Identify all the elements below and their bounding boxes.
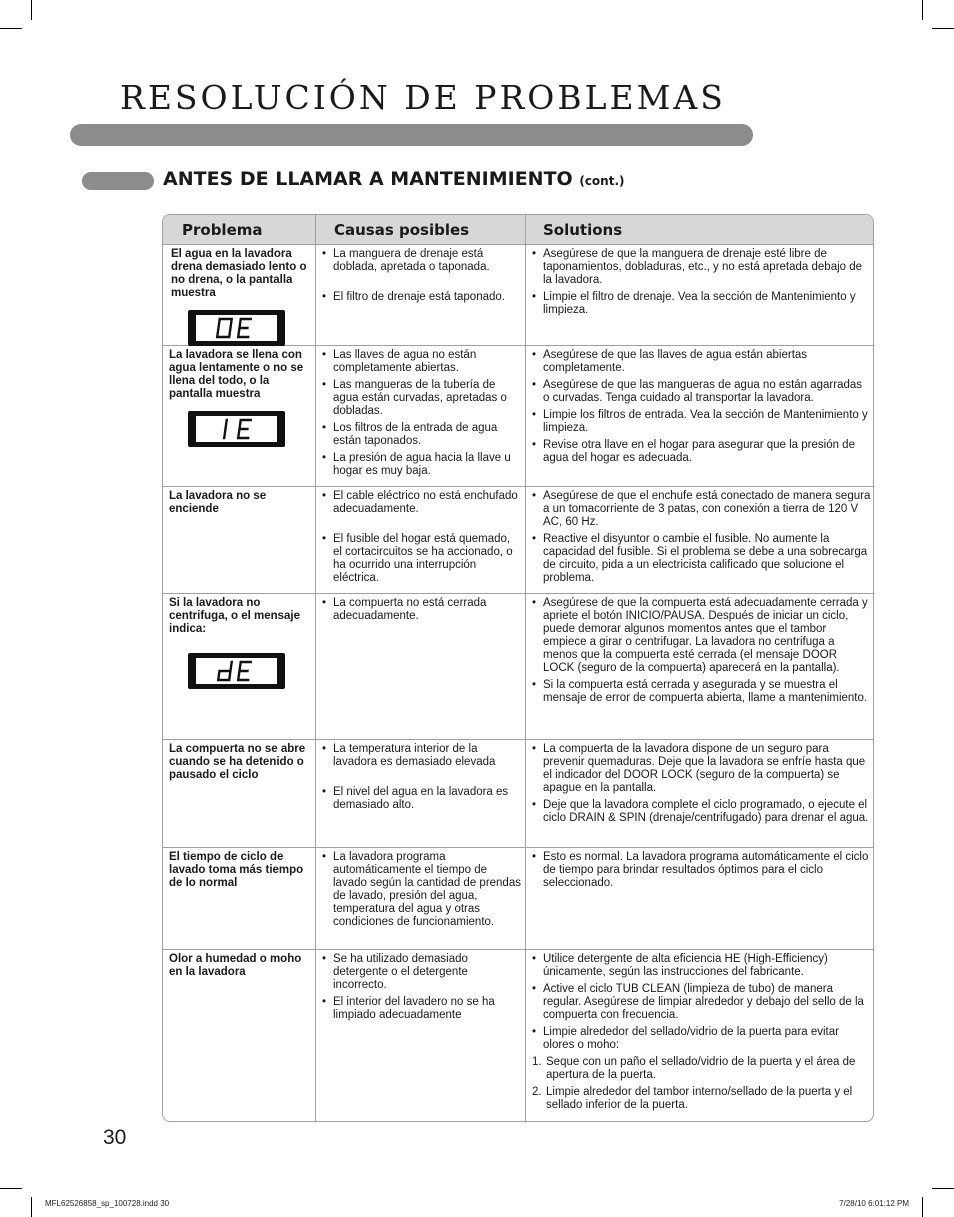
header-causas: Causas posibles (316, 215, 526, 244)
solution-text: Asegúrese de que la compuerta está adecuadamente cerrada y apriete el botón INICIO/PAUSA. Después de iniciar un ciclo, puede demorar algunos momentos antes que el tambor empiece a girar o centrifugar. La lavadora no centrifuga a menos que la compuerta esté cerrada (el mensaje DOOR LOCK (seguro de la compuerta) aparecerá en la pantalla). (543, 597, 868, 674)
display-code-ie-icon (215, 418, 259, 440)
table-row (163, 346, 873, 487)
problem-cell (163, 950, 316, 1121)
problem-text: La lavadora se llena con agua lentamente o no se llena del todo, o la pantalla muestra (169, 349, 304, 400)
problem-text: Olor a humedad o moho en la lavadora (169, 953, 302, 978)
table-header (163, 215, 873, 245)
causes-cell: • Las llaves de agua no están completamente abiertas. • Las mangueras de la tubería de agua están curvadas, apretadas o dobladas. • Los filtros de la entrada de agua están taponados. • La presión de agua hacia la llave u hogar es muy baja. (316, 346, 526, 486)
solution-text: Limpie los filtros de entrada. Vea la sección de Mantenimiento y limpieza. (543, 409, 868, 434)
problem-cell (163, 740, 316, 847)
footer-timestamp: 7/28/10 6:01:12 PM (839, 1199, 909, 1208)
page-number: 30 (103, 1126, 127, 1149)
cause-text: Los filtros de la entrada de agua están taponados. (333, 422, 498, 447)
table-row (163, 848, 873, 950)
table-row (163, 594, 873, 740)
solutions-cell: • La compuerta de la lavadora dispone de un seguro para prevenir quemaduras. Deje que la lavadora se enfríe hasta que el indicador del DOOR LOCK (seguro de la compuerta) se apague en la pantalla. • Deje que la lavadora complete el ciclo programado, o ejecute el ciclo DRAIN & SPIN (drenaje/centrifugado) para drenar el agua. (526, 740, 873, 847)
solution-text: La compuerta de la lavadora dispone de un seguro para prevenir quemaduras. Deje que la lavadora se enfríe hasta que el indicador del DOOR LOCK (seguro de la compuerta) se apague en la pantalla. (543, 743, 866, 794)
solutions-cell: • Asegúrese de que la manguera de drenaje esté libre de taponamientos, dobladuras, etc., y no está apretada debajo de la lavadora. • Limpie el filtro de drenaje. Vea la sección de Mantenimiento y limpieza. (526, 245, 873, 345)
cause-text: La presión de agua hacia la llave u hogar es muy baja. (333, 452, 511, 477)
solution-text: Asegúrese de que la manguera de drenaje esté libre de taponamientos, dobladuras, etc., y no está apretada debajo de la lavadora. (543, 248, 863, 286)
solution-text: Reactive el disyuntor o cambie el fusible. No aumente la capacidad del fusible. Si el problema se debe a una sobrecarga de circuito, pida a un electricista calificado que solucione el problema. (543, 533, 868, 584)
problem-text: La lavadora no se enciende (169, 490, 267, 515)
troubleshooting-table (162, 214, 874, 1122)
error-display-oe (188, 310, 285, 346)
title-divider-bar (70, 124, 753, 146)
crop-mark (922, 1197, 923, 1217)
cause-text: La temperatura interior de la lavadora es demasiado elevada (333, 743, 496, 768)
table-row (163, 245, 873, 346)
causes-cell: • La temperatura interior de la lavadora es demasiado elevada • El nivel del agua en la lavadora es demasiado alto. (316, 740, 526, 847)
solution-text: Asegúrese de que el enchufe está conectado de manera segura a un tomacorriente de 3 patas, con conexión a tierra de 120 V AC, 60 Hz. (543, 490, 871, 528)
problem-cell (163, 346, 316, 486)
table-row (163, 487, 873, 594)
solution-text: Utilice detergente de alta eficiencia HE (High-Efficiency) únicamente, según las instrucciones del fabricante. (543, 953, 828, 978)
solution-text: Revise otra llave en el hogar para asegurar que la presión de agua del hogar es adecuada. (543, 439, 855, 464)
display-screen (196, 416, 277, 442)
cause-text: El fusible del hogar está quemado, el cortacircuitos se ha accionado, o ha ocurrido una interrupción eléctrica. (333, 533, 513, 584)
crop-mark (0, 28, 22, 29)
crop-mark (922, 0, 923, 20)
solution-text: Deje que la lavadora complete el ciclo programado, o ejecute el ciclo DRAIN & SPIN (drenaje/centrifugado) para drenar el agua. (543, 799, 869, 824)
header-problema: Problema (163, 215, 316, 244)
section-marker-pill (82, 172, 154, 190)
solution-text: Asegúrese de que las llaves de agua están abiertas completamente. (543, 349, 808, 374)
section-cont-label: (cont.) (579, 174, 625, 188)
solutions-cell: • Asegúrese de que la compuerta está adecuadamente cerrada y apriete el botón INICIO/PAUSA. Después de iniciar un ciclo, puede demorar algunos momentos antes que el tambor empiece a girar o centrifugar. La lavadora no centrifuga a menos que la compuerta esté cerrada (el mensaje DOOR LOCK (seguro de la compuerta) aparecerá en la pantalla). • Si la compuerta está cerrada y asegurada y se muestra el mensaje de error de compuerta abierta, llame a mantenimiento. (526, 594, 873, 739)
problem-text: El tiempo de ciclo de lavado toma más tiempo de lo normal (169, 851, 304, 889)
causes-cell: • La manguera de drenaje está doblada, apretada o taponada. • El filtro de drenaje está taponado. (316, 245, 526, 345)
cause-text: El interior del lavadero no se ha limpiado adecuadamente (333, 996, 495, 1021)
crop-mark (932, 28, 954, 29)
crop-mark (31, 0, 32, 20)
problem-text: La compuerta no se abre cuando se ha detenido o pausado el ciclo (169, 743, 306, 781)
causes-cell: • El cable eléctrico no está enchufado adecuadamente. • El fusible del hogar está quemado, el cortacircuitos se ha accionado, o ha ocurrido una interrupción eléctrica. (316, 487, 526, 593)
step-number: 2. (532, 1086, 542, 1098)
cause-text: La compuerta no está cerrada adecuadamente. (333, 597, 487, 622)
footer-file-info: MFL62526858_sp_100728.indd 30 (45, 1199, 170, 1208)
cause-text: El nivel del agua en la lavadora es demasiado alto. (333, 786, 509, 811)
solution-text: Limpie alrededor del sellado/vidrio de la puerta para evitar olores o moho: (543, 1026, 839, 1051)
error-display-ie (188, 411, 285, 447)
problem-text: Si la lavadora no centrifuga, o el mensaje indica: (169, 597, 301, 635)
solutions-cell: • Utilice detergente de alta eficiencia HE (High-Efficiency) únicamente, según las instrucciones del fabricante. • Active el ciclo TUB CLEAN (limpieza de tubo) de manera regular. Asegúrese de limpiar alrededor y debajo del sello de la compuerta con frecuencia. • Limpie alrededor del sellado/vidrio de la puerta para evitar olores o moho: 1. Seque con un paño el sellado/vidrio de la puerta y el área de apertura de la puerta. 2. Limpie alrededor del tambor interno/sellado de la puerta y el sellado inferior de la puerta. (526, 950, 873, 1121)
step-number: 1. (532, 1056, 542, 1068)
causes-cell: • La lavadora programa automáticamente el tiempo de lavado según la cantidad de prendas de lavado, presión del agua, temperatura del agua y otras condiciones de funcionamiento. (316, 848, 526, 949)
solutions-cell: • Esto es normal. La lavadora programa automáticamente el ciclo de tiempo para brindar resultados óptimos para el ciclo seleccionado. (526, 848, 873, 949)
cause-text: Se ha utilizado demasiado detergente o el detergente incorrecto. (333, 953, 468, 991)
step-text: Seque con un paño el sellado/vidrio de la puerta y el área de apertura de la puerta. (546, 1056, 856, 1081)
solutions-cell: • Asegúrese de que el enchufe está conectado de manera segura a un tomacorriente de 3 patas, con conexión a tierra de 120 V AC, 60 Hz. • Reactive el disyuntor o cambie el fusible. No aumente la capacidad del fusible. Si el problema se debe a una sobrecarga de circuito, pida a un electricista calificado que solucione el problema. (532, 490, 871, 584)
display-screen (196, 315, 277, 341)
crop-mark (0, 1188, 22, 1189)
page-title: RESOLUCIÓN DE PROBLEMAS (120, 78, 726, 117)
display-code-de-icon (215, 660, 259, 682)
display-code-oe-icon (215, 317, 259, 339)
cause-text: Las llaves de agua no están completamente abiertas. (333, 349, 477, 374)
problem-cell (163, 848, 316, 949)
problem-cell (163, 487, 316, 593)
cause-text: La lavadora programa automáticamente el tiempo de lavado según la cantidad de prendas de lavado, presión del agua, temperatura del agua y otras condiciones de funcionamiento. (333, 851, 521, 928)
cause-text: La manguera de drenaje está doblada, apretada o taponada. (333, 248, 490, 273)
error-display-de (188, 653, 285, 689)
crop-mark (31, 1197, 32, 1217)
crop-mark (932, 1188, 954, 1189)
causes-cell: • Se ha utilizado demasiado detergente o el detergente incorrecto. • El interior del lavadero no se ha limpiado adecuadamente (316, 950, 526, 1121)
cause-text: El cable eléctrico no está enchufado adecuadamente. (333, 490, 518, 515)
solution-text: Asegúrese de que las mangueras de agua no están agarradas o curvadas. Tenga cuidado al transportar la lavadora. (543, 379, 863, 404)
solution-text: Limpie el filtro de drenaje. Vea la sección de Mantenimiento y limpieza. (543, 291, 856, 316)
table-row (163, 950, 873, 1121)
cause-text: El filtro de drenaje está taponado. (333, 291, 505, 303)
problem-text: El agua en la lavadora drena demasiado lento o no drena, o la pantalla muestra (171, 248, 307, 299)
header-solutions: Solutions (543, 221, 623, 239)
solutions-cell: • Asegúrese de que las llaves de agua están abiertas completamente. • Asegúrese de que las mangueras de agua no están agarradas o curvadas. Tenga cuidado al transportar la lavadora. • Limpie los filtros de entrada. Vea la sección de Mantenimiento y limpieza. • Revise otra llave en el hogar para asegurar que la presión de agua del hogar es adecuada. (526, 346, 873, 486)
problem-cell (163, 594, 316, 739)
causes-cell: • La compuerta no está cerrada adecuadamente. (316, 594, 526, 739)
section-title-text: ANTES DE LLAMAR A MANTENIMIENTO (163, 168, 573, 190)
display-screen (196, 658, 277, 684)
problem-cell (163, 245, 316, 345)
step-text: Limpie alrededor del tambor interno/sellado de la puerta y el sellado inferior de la puerta. (546, 1086, 853, 1111)
cause-text: Las mangueras de la tubería de agua están curvadas, apretadas o dobladas. (333, 379, 507, 417)
solution-text: Esto es normal. La lavadora programa automáticamente el ciclo de tiempo para brindar resultados óptimos para el ciclo seleccionado. (543, 851, 869, 889)
table-row (163, 740, 873, 848)
solution-text: Si la compuerta está cerrada y asegurada y se muestra el mensaje de error de compuerta abierta, llame a mantenimiento. (543, 679, 868, 704)
solution-text: Active el ciclo TUB CLEAN (limpieza de tubo) de manera regular. Asegúrese de limpiar alrededor y debajo del sello de la compuerta con frecuencia. (543, 983, 864, 1021)
section-title (163, 168, 625, 190)
